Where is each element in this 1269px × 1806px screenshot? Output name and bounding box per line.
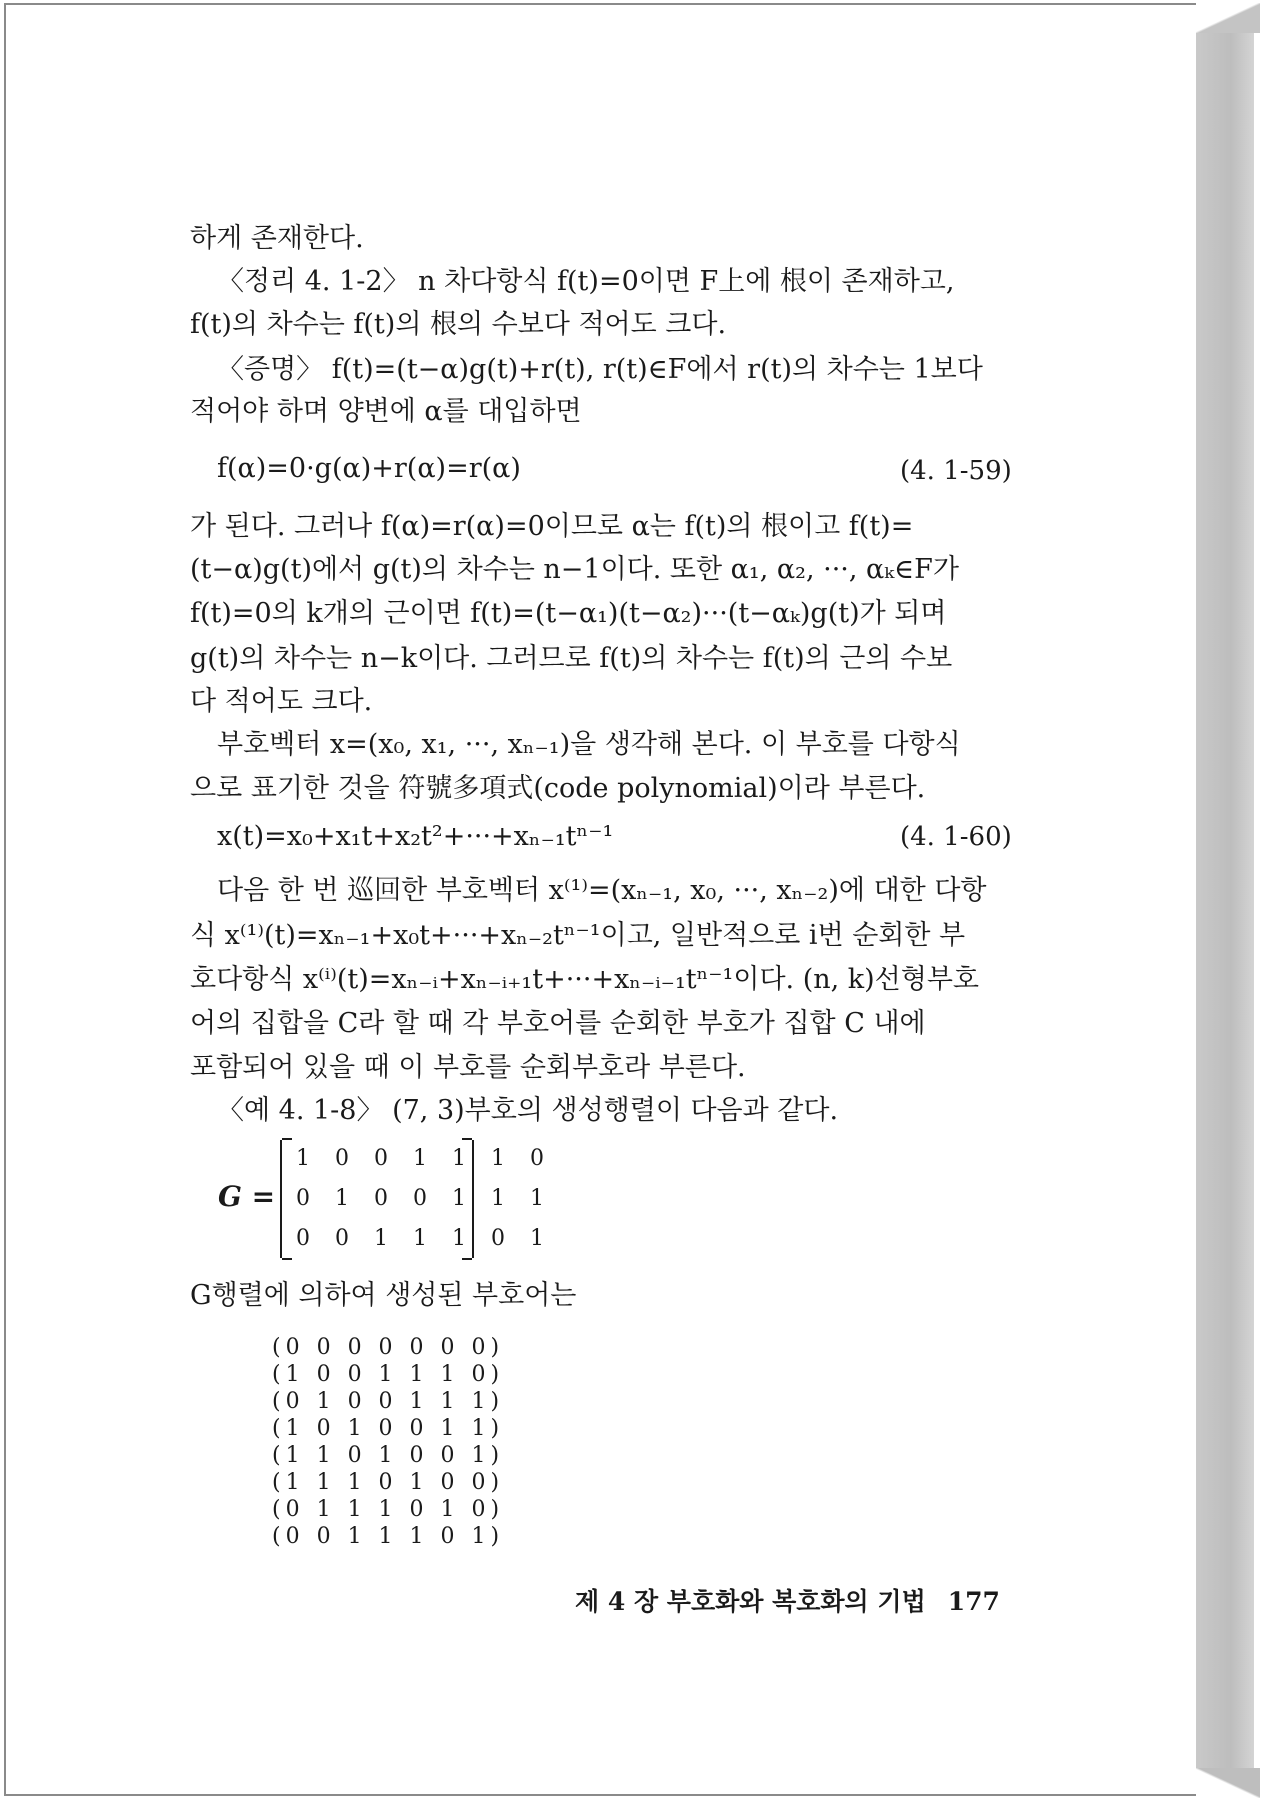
text-line: 부호벡터 x=(x₀, x₁, ···, xₙ₋₁)을 생각해 본다. 이 부호를 다항식 <box>217 729 961 760</box>
codeword: (1 0 1 0 0 1 1) <box>272 1416 505 1441</box>
matrix-row: 1 0 0 1 1 1 0 <box>296 1146 553 1171</box>
proof-heading: 〈증명〉 f(t)=(t−α)g(t)+r(t), r(t)∈F에서 r(t)의 차수는 1보다 <box>217 354 983 385</box>
chapter-title: 제 4 장 부호화와 복호화의 기법 <box>575 1587 926 1616</box>
text-line: (t−α)g(t)에서 g(t)의 차수는 n−1이다. 또한 α₁, α₂, ···, αₖ∈F가 <box>190 554 959 585</box>
text-line: 다음 한 번 巡回한 부호벡터 x⁽¹⁾=(xₙ₋₁, x₀, ···, xₙ₋₂)에 대한 다항 <box>217 875 987 906</box>
text-line: 식 x⁽¹⁾(t)=xₙ₋₁+x₀t+···+xₙ₋₂tⁿ⁻¹이고, 일반적으로 i번 순회한 부 <box>190 920 966 951</box>
equation-number: (4. 1-60) <box>900 822 1012 852</box>
text-line: f(t)=0의 k개의 근이면 f(t)=(t−α₁)(t−α₂)···(t−αₖ)g(t)가 되며 <box>190 598 947 629</box>
codeword: (0 1 1 1 0 1 0) <box>272 1497 505 1522</box>
book-spine <box>1196 3 1254 1796</box>
matrix-row: 0 1 0 0 1 1 1 <box>296 1186 553 1211</box>
text-line: 다 적어도 크다. <box>190 686 373 717</box>
matrix-label: G = <box>218 1180 276 1213</box>
matrix-brackets <box>280 1140 553 1258</box>
codeword: (1 1 0 1 0 0 1) <box>272 1443 505 1468</box>
codeword: (1 1 1 0 1 0 0) <box>272 1470 505 1495</box>
equation-number: (4. 1-59) <box>900 456 1012 486</box>
equation-4-1-60: x(t)=x₀+x₁t+x₂t²+···+xₙ₋₁tⁿ⁻¹ <box>217 821 614 852</box>
text-line: 어의 집합을 C라 할 때 각 부호어를 순회한 부호가 집합 C 내에 <box>190 1008 926 1039</box>
text-line: g(t)의 차수는 n−k이다. 그러므로 f(t)의 차수는 f(t)의 근의 수보 <box>190 643 953 674</box>
equation-4-1-59: f(α)=0·g(α)+r(α)=r(α) <box>217 453 521 484</box>
running-footer <box>575 1582 1000 1618</box>
codeword: (1 0 0 1 1 1 0) <box>272 1362 505 1387</box>
page-number: 177 <box>947 1587 1000 1616</box>
codeword: (0 0 0 0 0 0 0) <box>272 1335 505 1360</box>
text-line: 호다항식 x⁽ⁱ⁾(t)=xₙ₋ᵢ+xₙ₋ᵢ₊₁t+···+xₙ₋ᵢ₋₁tⁿ⁻¹이다. (n, k)선형부호 <box>190 964 980 995</box>
codeword: (0 1 0 0 1 1 1) <box>272 1389 505 1414</box>
codeword: (0 0 1 1 1 0 1) <box>272 1524 505 1549</box>
text-line: G행렬에 의하여 생성된 부호어는 <box>190 1280 577 1311</box>
example-heading: 〈예 4. 1-8〉 (7, 3)부호의 생성행렬이 다음과 같다. <box>217 1095 839 1126</box>
text-line: 포함되어 있을 때 이 부호를 순회부호라 부른다. <box>190 1052 746 1083</box>
text-line: 적어야 하며 양변에 α를 대입하면 <box>190 396 582 427</box>
text-line: 하게 존재한다. <box>190 223 364 254</box>
spine-top-edge <box>1196 3 1260 33</box>
text-line: 가 된다. 그러나 f(α)=r(α)=0이므로 α는 f(t)의 根이고 f(t)= <box>190 511 914 542</box>
matrix-row: 0 0 1 1 1 0 1 <box>296 1226 553 1251</box>
text-line: 으로 표기한 것을 符號多項式(code polynomial)이라 부른다. <box>190 773 926 804</box>
theorem-heading: 〈정리 4. 1-2〉 n 차다항식 f(t)=0이면 F上에 根이 존재하고, <box>217 266 955 297</box>
spine-bottom-edge <box>1196 1768 1260 1798</box>
text-line: f(t)의 차수는 f(t)의 根의 수보다 적어도 크다. <box>190 309 727 340</box>
